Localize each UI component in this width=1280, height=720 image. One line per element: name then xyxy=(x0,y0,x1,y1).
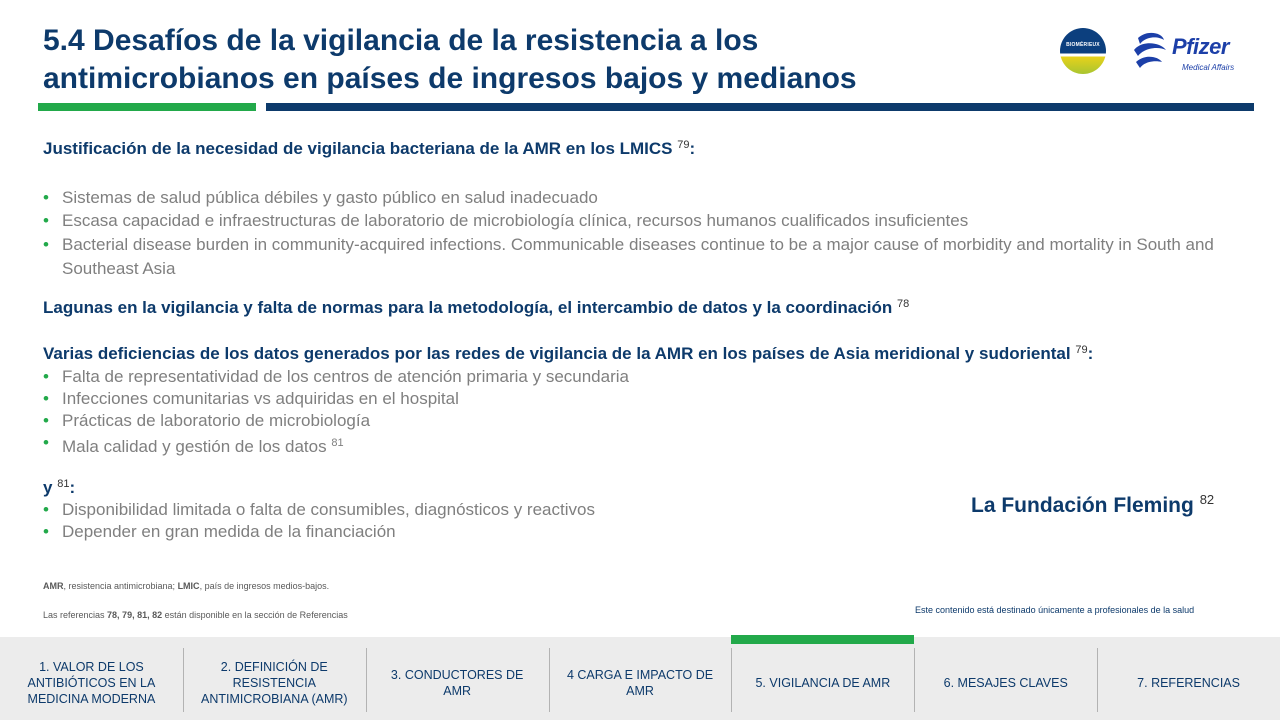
abbreviations-footnote xyxy=(43,581,329,591)
nav-tab-label: 1. VALOR DE LOS ANTIBIÓTICOS EN LA MEDICINA MODERNA xyxy=(27,659,156,706)
reference-number: 81 xyxy=(57,478,70,490)
nav-tab-antibiotics-value[interactable] xyxy=(0,637,183,720)
heading-text: Lagunas en la vigilancia y falta de normas para la metodología, el intercambio de datos y la coordinación xyxy=(43,298,893,317)
section-heading-justification xyxy=(43,139,695,159)
list-item xyxy=(43,432,629,458)
heading-colon: : xyxy=(1087,344,1094,363)
list-item-text: Falta de representatividad de los centros de atención primaria y secundaria xyxy=(62,367,629,386)
heading-text: Varias deficiencias de los datos generados por las redes de vigilancia de la AMR en los países de Asia meridional y sudoriental xyxy=(43,344,1071,363)
section-heading-and xyxy=(43,478,75,498)
list-item-text: Sistemas de salud pública débiles y gasto público en salud inadecuado xyxy=(62,188,598,207)
bullet-list-deficiencies xyxy=(43,366,629,458)
heading-colon: : xyxy=(69,478,76,497)
nav-tab-label: 7. REFERENCIAS xyxy=(1137,675,1240,690)
bullet-dot-icon: • xyxy=(43,522,49,541)
section-heading-deficiencies xyxy=(43,344,1093,364)
title-accent-bar-green xyxy=(38,103,256,111)
title-accent-bar-blue xyxy=(266,103,1254,111)
references-footnote xyxy=(43,610,348,620)
nav-tab-amr-burden[interactable] xyxy=(549,637,732,720)
heading-text: y xyxy=(43,478,53,497)
nav-tab-references[interactable] xyxy=(1097,637,1280,720)
nav-tab-amr-definition[interactable] xyxy=(183,637,366,720)
section-heading-gaps xyxy=(43,298,909,318)
abbr-term: AMR xyxy=(43,581,64,591)
heading-text: Justificación de la necesidad de vigilancia bacteriana de la AMR en los LMICS xyxy=(43,139,673,158)
section-navigation-bar xyxy=(0,637,1280,720)
nav-tab-amr-drivers[interactable] xyxy=(366,637,549,720)
refs-suffix: están disponible en la sección de Referencias xyxy=(162,610,348,620)
fleming-text: La Fundación Fleming xyxy=(971,494,1194,517)
bullet-dot-icon: • xyxy=(43,411,49,430)
pfizer-logo xyxy=(1132,30,1242,74)
nav-tab-label: 5. VIGILANCIA DE AMR xyxy=(755,675,891,690)
reference-number: 78 xyxy=(897,298,910,310)
bullet-dot-icon: • xyxy=(43,188,49,207)
list-item xyxy=(43,499,595,521)
nav-tab-label: 2. DEFINICIÓN DE RESISTENCIA ANTIMICROBIANA (AMR) xyxy=(201,659,348,706)
nav-tab-label: 4 CARGA E IMPACTO DE AMR xyxy=(566,667,714,698)
list-item-text: Infecciones comunitarias vs adquiridas en el hospital xyxy=(62,389,459,408)
page-title: 5.4 Desafíos de la vigilancia de la resistencia a los antimicrobianos en países de ingresos bajos y medianos xyxy=(43,24,857,95)
biomerieux-logo-text: BIOMÉRIEUX xyxy=(1066,42,1100,48)
bullet-dot-icon: • xyxy=(43,235,49,254)
list-item xyxy=(43,233,1243,281)
biomerieux-logo xyxy=(1060,28,1106,74)
refs-numbers: 78, 79, 81, 82 xyxy=(107,610,163,620)
nav-tab-label: 6. MESAJES CLAVES xyxy=(943,675,1068,690)
refs-prefix: Las referencias xyxy=(43,610,108,620)
reference-number: 81 xyxy=(331,437,344,449)
list-item xyxy=(43,388,629,410)
list-item-text: Escasa capacidad e infraestructuras de laboratorio de microbiología clínica, recursos humanos cualificados insuficientes xyxy=(62,211,969,230)
bullet-dot-icon: • xyxy=(43,367,49,386)
nav-tab-key-messages[interactable] xyxy=(914,637,1097,720)
reference-number: 82 xyxy=(1199,492,1215,507)
abbr-definition: , resistencia antimicrobiana; xyxy=(63,581,178,591)
list-item-text: Mala calidad y gestión de los datos xyxy=(62,437,327,456)
pfizer-wordmark: Pfizer xyxy=(1172,34,1229,59)
bullet-dot-icon: • xyxy=(43,389,49,408)
list-item-text: Disponibilidad limitada o falta de consumibles, diagnósticos y reactivos xyxy=(62,500,595,519)
pfizer-swirl-icon xyxy=(1132,30,1168,70)
bullet-dot-icon: • xyxy=(43,500,49,519)
abbr-term: LMIC xyxy=(177,581,200,591)
list-item xyxy=(43,366,629,388)
list-item-text: Bacterial disease burden in community-acquired infections. Communicable diseases continue to be a major cause of morbidity and mortality in South and Southeast Asia xyxy=(62,235,1214,278)
reference-number: 79 xyxy=(677,139,690,151)
heading-colon: : xyxy=(689,139,696,158)
nav-tab-label: 3. CONDUCTORES DE AMR xyxy=(390,667,524,698)
hcp-disclaimer: Este contenido está destinado únicamente a profesionales de la salud xyxy=(915,605,1195,615)
list-item xyxy=(43,521,595,543)
bullet-dot-icon: • xyxy=(43,433,49,452)
reference-number: 79 xyxy=(1075,344,1088,356)
list-item-text: Depender en gran medida de la financiación xyxy=(62,522,396,541)
list-item-text: Prácticas de laboratorio de microbiología xyxy=(62,411,371,430)
bullet-list-justification xyxy=(43,187,1243,281)
bullet-list-additional xyxy=(43,499,595,543)
list-item xyxy=(43,210,1243,232)
abbr-definition: , país de ingresos medios-bajos. xyxy=(199,581,330,591)
list-item xyxy=(43,187,1243,209)
nav-tab-amr-surveillance[interactable] xyxy=(731,637,914,720)
fleming-foundation-label xyxy=(971,492,1214,518)
pfizer-subtitle: Medical Affairs xyxy=(1182,63,1235,72)
bullet-dot-icon: • xyxy=(43,211,49,230)
list-item xyxy=(43,410,629,432)
